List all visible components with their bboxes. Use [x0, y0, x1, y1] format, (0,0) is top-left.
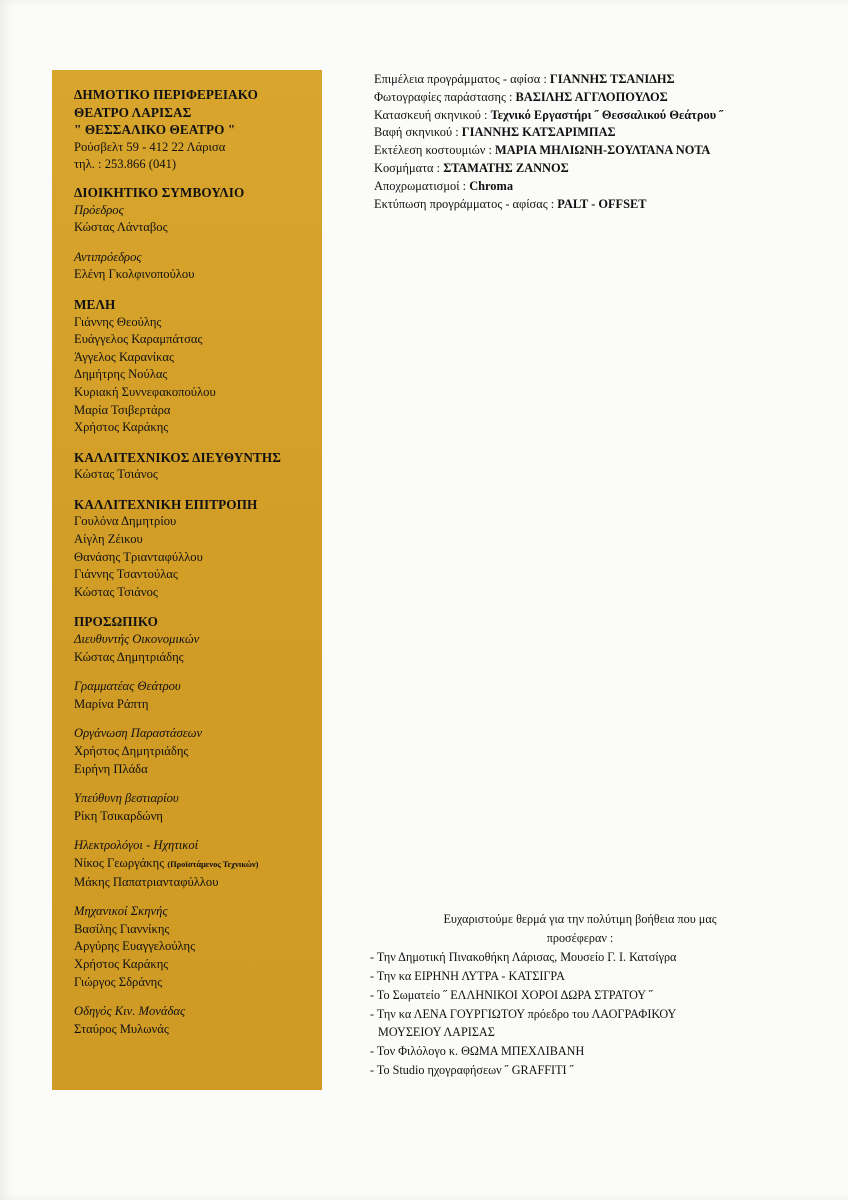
electricians-role: Ηλεκτρολόγοι - Ηχητικοί — [74, 838, 199, 853]
thanks-item: - Την κα ΕΙΡΗΝΗ ΛΥΤΡΑ - ΚΑΤΣΙΓΡΑ — [370, 968, 565, 983]
board-member: Άγγελος Καρανίκας — [74, 349, 174, 364]
org-phone: τηλ. : 253.866 (041) — [74, 157, 177, 172]
credit-row — [374, 178, 814, 196]
credit-row — [374, 142, 814, 160]
board-heading: ΔΙΟΙΚΗΤΙΚΟ ΣΥΜΒΟΥΛΙΟ — [74, 184, 245, 200]
credit-row — [374, 196, 814, 214]
board-member: Μαρία Τσιβερτάρα — [74, 402, 171, 417]
credit-row — [374, 107, 814, 125]
board-member: Κυριακή Συννεφακοπούλου — [74, 384, 216, 399]
staff-panel — [52, 70, 322, 1090]
credit-value: Τεχνικό Εργαστήρι ˝ Θεσσαλικού Θεάτρου ˝ — [490, 107, 724, 122]
board-member: Δημήτρης Νούλας — [74, 367, 168, 382]
thanks-item: - Την κα ΛΕΝΑ ΓΟΥΡΓΙΩΤΟΥ πρόεδρο του ΛΑΟΓΡΑΦΙΚΟΥ — [370, 1006, 677, 1021]
org-name-line1: ΔΗΜΟΤΙΚΟ ΠΕΡΙΦΕΡΕΙΑΚΟ — [74, 87, 258, 102]
thanks-item: - Τον Φιλόλογο κ. ΘΩΜΑ ΜΠΕΧΛΙΒΑΝΗ — [370, 1044, 585, 1059]
org-name-line2: ΘΕΑΤΡΟ ΛΑΡΙΣΑΣ — [74, 104, 192, 120]
credit-label: Κοσμήματα : — [374, 160, 444, 175]
wardrobe-name: Ρίκη Τσικαρδώνη — [74, 808, 163, 823]
credit-label: Φωτογραφίες παράστασης : — [374, 89, 516, 104]
electrician-name-row — [74, 855, 322, 874]
credit-label: Εκτύπωση προγράμματος - αφίσας : — [374, 196, 558, 211]
credit-label: Επιμέλεια προγράμματος - αφίσα : — [374, 72, 550, 86]
credit-value: ΓΙΑΝΝΗΣ ΤΣΑΝΙΔΗΣ — [549, 72, 675, 86]
thanks-item: ΜΟΥΣΕΙΟΥ ΛΑΡΙΣΑΣ — [378, 1025, 495, 1040]
credit-row — [374, 160, 814, 178]
credit-value: ΒΑΣΙΛΗΣ ΑΓΓΛΟΠΟΥΛΟΣ — [515, 89, 668, 104]
committee-member: Γιάννης Τσαντούλας — [74, 567, 178, 582]
stage-engineers-role: Μηχανικοί Σκηνής — [74, 904, 168, 919]
committee-member: Αίγλη Ζέικου — [74, 532, 143, 547]
credit-value: ΓΙΑΝΝΗΣ ΚΑΤΣΑΡΙΜΠΑΣ — [461, 125, 616, 140]
thanks-intro: προσέφεραν : — [546, 930, 614, 945]
credit-value: Chroma — [469, 178, 514, 193]
performance-org-role: Οργάνωση Παραστάσεων — [74, 726, 203, 741]
thanks-intro: Ευχαριστούμε θερμά για την πολύτιμη βοήθεια που μας — [443, 912, 717, 926]
board-member: Γιάννης Θεούλης — [74, 314, 162, 329]
vice-president-name: Ελένη Γκολφινοπούλου — [74, 267, 195, 282]
acknowledgements — [370, 910, 790, 1080]
artistic-director-name: Κώστας Τσιάνος — [74, 467, 158, 482]
credit-label: Βαφή σκηνικού : — [374, 125, 462, 140]
credit-value: ΜΑΡΙΑ ΜΗΛΙΩΝΗ-ΣΟΥΛΤΑΝΑ ΝΟΤΑ — [495, 143, 711, 158]
stage-engineer-name: Βασίλης Γιαννίκης — [74, 921, 170, 936]
production-credits — [374, 71, 814, 213]
finance-name: Κώστας Δημητριάδης — [74, 649, 184, 664]
artistic-director-heading: ΚΑΛΛΙΤΕΧΝΙΚΟΣ ΔΙΕΥΘΥΝΤΗΣ — [74, 449, 282, 465]
secretary-name: Μαρίνα Ράπτη — [74, 696, 149, 711]
credit-label: Κατασκευή σκηνικού : — [374, 107, 491, 122]
wardrobe-role: Υπεύθυνη βεστιαρίου — [74, 791, 179, 806]
secretary-role: Γραμματέας Θεάτρου — [74, 679, 181, 694]
credit-value: ΣΤΑΜΑΤΗΣ ΖΑΝΝΟΣ — [443, 160, 569, 175]
driver-name: Σταύρος Μυλωνάς — [74, 1021, 169, 1036]
members-heading: ΜΕΛΗ — [74, 296, 116, 312]
board-member: Χρήστος Καράκης — [74, 420, 169, 435]
staff-heading: ΠΡΟΣΩΠΙΚΟ — [74, 614, 158, 630]
credit-row — [374, 89, 814, 107]
artistic-committee-heading: ΚΑΛΛΙΤΕΧΝΙΚΗ ΕΠΙΤΡΟΠΗ — [74, 496, 258, 512]
committee-member: Γουλόνα Δημητρίου — [74, 514, 177, 529]
driver-role: Οδηγός Κιν. Μονάδας — [74, 1004, 186, 1019]
board-member: Ευάγγελος Καραμπάτσας — [74, 332, 203, 347]
thanks-item: - Το Studio ηχογραφήσεων ˝ GRAFFITI ˝ — [370, 1063, 574, 1078]
electrician-note: (Προϊστάμενος Τεχνικών) — [167, 859, 259, 869]
finance-role: Διευθυντής Οικονομικών — [74, 632, 200, 647]
electrician-name: Νίκος Γεωργάκης — [74, 855, 165, 870]
org-address: Ρούσβελτ 59 - 412 22 Λάρισα — [74, 139, 226, 154]
vice-president-role: Αντιπρόεδρος — [74, 249, 142, 264]
stage-engineer-name: Αργύρης Ευαγγελούλης — [74, 939, 196, 954]
credit-row — [374, 71, 814, 89]
president-role: Πρόεδρος — [74, 202, 124, 217]
committee-member: Θανάσης Τριανταφύλλου — [74, 549, 203, 564]
credit-value: PALT - OFFSET — [557, 196, 647, 211]
thanks-item: - Το Σωματείο ˝ ΕΛΛΗΝΙΚΟΙ ΧΟΡΟΙ ΔΩΡΑ ΣΤΡΑΤΟΥ ˝ — [370, 987, 653, 1002]
org-name-line3: " ΘΕΣΣΑΛΙΚΟ ΘΕΑΤΡΟ " — [74, 122, 236, 138]
electrician-name: Μάκης Παπατριανταφύλλου — [74, 874, 219, 889]
thanks-item: - Την Δημοτική Πινακοθήκη Λάρισας, Μουσείο Γ. Ι. Κατσίγρα — [370, 949, 677, 964]
stage-engineer-name: Γιώργος Σδράνης — [74, 974, 163, 989]
performance-org-name: Χρήστος Δημητριάδης — [74, 744, 189, 758]
credit-label: Αποχρωματισμοί : — [374, 178, 470, 193]
president-name: Κώστας Λάνταβος — [74, 220, 168, 235]
stage-engineer-name: Χρήστος Καράκης — [74, 956, 169, 971]
credit-label: Εκτέλεση κοστουμιών : — [374, 143, 495, 158]
performance-org-name: Ειρήνη Πλάδα — [74, 761, 148, 776]
committee-member: Κώστας Τσιάνος — [74, 584, 158, 599]
credit-row — [374, 124, 814, 142]
